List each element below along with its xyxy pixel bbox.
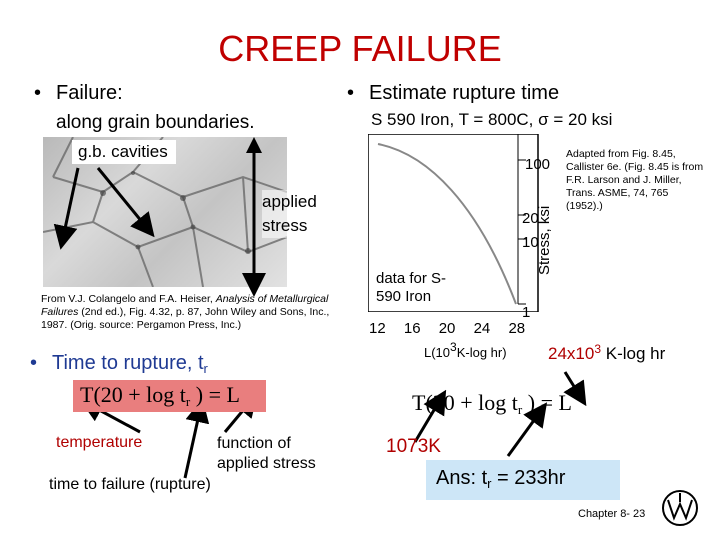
answer-rest: = 233hr xyxy=(491,467,566,489)
lvalue-sup: 3 xyxy=(594,342,602,356)
plot-legend: data for S-590 Iron xyxy=(376,270,456,306)
temperature-value: 1073K xyxy=(386,436,441,457)
bullet-time-text: Time to rupture, t xyxy=(52,352,204,374)
xtick-28: 28 xyxy=(508,320,526,337)
plot-xlabel xyxy=(424,340,507,360)
label-time-to-failure: time to failure (rupture) xyxy=(49,476,211,493)
xlabel-sup: 3 xyxy=(450,340,457,354)
bullet-dot: • xyxy=(34,82,42,104)
eq-left-end: ) = L xyxy=(190,382,240,407)
ytick-label-10: 10 xyxy=(522,234,539,251)
eq-right-part: T(20 + log t xyxy=(412,390,518,415)
eq-right-end: ) = L xyxy=(522,390,572,415)
condition-text: S 590 Iron, T = 800C, σ = 20 ksi xyxy=(371,110,613,129)
l-value xyxy=(548,342,665,364)
bullet-estimate xyxy=(347,82,559,105)
answer-part: Ans: t xyxy=(436,467,488,489)
xlabel-rest: K-log hr) xyxy=(456,345,507,360)
bullet-failure-text: Failure: xyxy=(56,82,123,104)
answer-text xyxy=(436,467,565,491)
xtick-12: 12 xyxy=(369,320,386,337)
xtick-16: 16 xyxy=(403,320,421,337)
bullet-estimate-text: Estimate rupture time xyxy=(369,82,560,104)
publisher-logo xyxy=(660,488,700,528)
lmp-equation-left xyxy=(80,382,240,410)
time-arrow xyxy=(185,410,200,478)
eq-left-sub: r xyxy=(185,394,191,409)
bullet-time-sub: r xyxy=(203,361,208,376)
answer-sub: r xyxy=(487,476,492,491)
logo-icon xyxy=(660,488,700,528)
xtick-24: 24 xyxy=(473,320,491,337)
caption-part-1: From V.J. Colangelo and F.A. Heiser, xyxy=(41,293,216,305)
xtick-20: 20 xyxy=(438,320,456,337)
applied-stress-label: applied stress xyxy=(262,190,342,238)
chapter-footer: Chapter 8- 23 xyxy=(578,508,646,520)
gb-cavities-label: g.b. cavities xyxy=(72,140,176,164)
caption-part-3: (2nd ed.), Fig. 4.32, p. 87, John Wiley and Sons, Inc., 1987. (Orig. source: Pergamon Press, Inc.) xyxy=(41,306,330,331)
bullet-time-to-rupture xyxy=(30,352,208,376)
slide-title: CREEP FAILURE xyxy=(218,28,502,69)
caption-part-2: Analysis of Metallurgical Failures xyxy=(41,293,329,318)
label-temperature: temperature xyxy=(56,434,143,451)
failure-subtext: along grain boundaries. xyxy=(56,112,255,133)
ytick-label-20: 20 xyxy=(522,210,539,227)
ytick-label-100: 100 xyxy=(525,156,551,173)
plot-xticks xyxy=(369,320,525,337)
answer-arrow xyxy=(508,412,540,456)
lmp-equation-right xyxy=(412,390,572,418)
micrograph-caption xyxy=(41,293,331,332)
plot-ylabel: Stress, ksi xyxy=(536,205,553,275)
eq-left-part: T(20 + log t xyxy=(80,382,186,407)
cavity-arrow-2 xyxy=(63,168,78,238)
figure-source-caption: Adapted from Fig. 8.45, Callister 6e. (Fig. 8.45 is from F.R. Larson and J. Miller, Trans. ASME, 74, 765 (1952).) xyxy=(566,148,704,212)
lvalue-part: 24x10 xyxy=(548,344,595,363)
bullet-dot: • xyxy=(347,82,355,104)
label-function-of-stress: function of applied stress xyxy=(217,435,316,472)
lvalue-rest: K-log hr xyxy=(601,344,666,363)
xlabel-part: L(10 xyxy=(424,345,451,360)
cavity-arrow-1 xyxy=(98,168,147,228)
ytick-label-1: 1 xyxy=(522,304,531,321)
bullet-dot: • xyxy=(30,352,38,374)
eq-right-sub: r xyxy=(517,402,523,417)
